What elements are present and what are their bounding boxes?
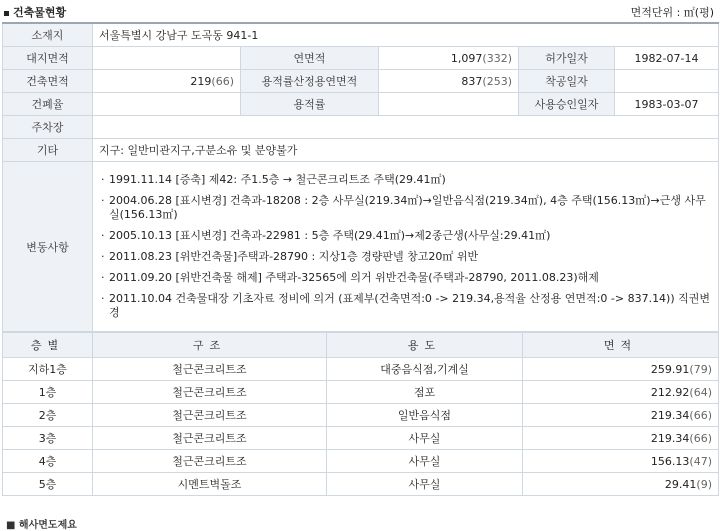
floor-area-sqm: 1,097 bbox=[450, 51, 483, 65]
history-item: · 2011.09.20 [위반건축물 해제] 주택과-32565에 의거 위반건축물(주택과-28790, 2011.08.23)해제 bbox=[99, 271, 712, 285]
area-pyeong: (64) bbox=[689, 385, 712, 399]
etc-row bbox=[3, 139, 719, 162]
use-cell: 점포 bbox=[327, 381, 523, 404]
next-section-title: ■ 해사면도제요 bbox=[6, 520, 77, 531]
building-area-value bbox=[93, 70, 241, 93]
structure-cell: 철근콘크리트조 bbox=[93, 358, 327, 381]
land-area-label: 대지면적 bbox=[3, 47, 93, 70]
calc-area-sqm: 837 bbox=[461, 74, 483, 88]
structure-cell: 철근콘크리트조 bbox=[93, 427, 327, 450]
header-use: 용도 bbox=[327, 333, 523, 358]
calc-area-label: 용적률산정용연면적 bbox=[241, 70, 379, 93]
use-cell: 대중음식점,기계실 bbox=[327, 358, 523, 381]
area-cell bbox=[523, 427, 719, 450]
approval-date-label: 사용승인일자 bbox=[519, 93, 615, 116]
floor-cell: 1층 bbox=[3, 381, 93, 404]
area-pyeong: (66) bbox=[689, 408, 712, 422]
etc-value: 지구: 일반미관지구,구분소유 및 분양불가 bbox=[93, 139, 719, 162]
address-label: 소재지 bbox=[3, 23, 93, 47]
floor-area-label: 연면적 bbox=[241, 47, 379, 70]
area-cell bbox=[523, 404, 719, 427]
history-item: · 2011.10.04 건축물대장 기초자료 정비에 의거 (표제부(건축면적:0 -> 219.34,용적율 산정용 연면적:0 -> 837.14)) 직권변경 bbox=[99, 292, 712, 320]
use-cell: 사무실 bbox=[327, 450, 523, 473]
area-sqm: 212.92 bbox=[650, 385, 690, 399]
etc-label: 기타 bbox=[3, 139, 93, 162]
floor-cell: 지하1층 bbox=[3, 358, 93, 381]
floor-area-value bbox=[379, 47, 519, 70]
area-sqm: 219.34 bbox=[650, 408, 690, 422]
area-cell bbox=[523, 381, 719, 404]
structure-cell: 철근콘크리트조 bbox=[93, 450, 327, 473]
floor-cell: 3층 bbox=[3, 427, 93, 450]
address-value: 서울특별시 강남구 도곡동 941-1 bbox=[93, 23, 719, 47]
coverage-label: 건폐율 bbox=[3, 93, 93, 116]
table-row bbox=[3, 450, 719, 473]
use-cell: 일반음식점 bbox=[327, 404, 523, 427]
area-cell bbox=[523, 450, 719, 473]
area-cell bbox=[523, 473, 719, 496]
header-area: 면적 bbox=[523, 333, 719, 358]
floor-table-header bbox=[3, 333, 719, 358]
header-floor: 층별 bbox=[3, 333, 93, 358]
history-item: · 2005.10.13 [표시변경] 건축과-22981 : 5층 주택(29.41㎡)→제2종근생(사무실:29.41㎡) bbox=[99, 229, 712, 243]
floor-cell: 5층 bbox=[3, 473, 93, 496]
area-sqm: 29.41 bbox=[664, 477, 697, 491]
table-row bbox=[3, 358, 719, 381]
parking-label: 주차장 bbox=[3, 116, 93, 139]
area-row-2 bbox=[3, 70, 719, 93]
table-row bbox=[3, 381, 719, 404]
area-sqm: 259.91 bbox=[650, 362, 690, 376]
area-pyeong: (66) bbox=[689, 431, 712, 445]
building-area-sqm: 219 bbox=[190, 74, 212, 88]
history-list bbox=[93, 162, 719, 332]
start-date-label: 착공일자 bbox=[519, 70, 615, 93]
parking-value bbox=[93, 116, 719, 139]
floor-cell: 4층 bbox=[3, 450, 93, 473]
start-date-value bbox=[615, 70, 719, 93]
section-title bbox=[4, 4, 66, 20]
area-sqm: 156.13 bbox=[650, 454, 690, 468]
table-row bbox=[3, 404, 719, 427]
history-item: · 2011.08.23 [위반건축물]주택과-28790 : 지상1층 경량판넬 창고20㎡ 위반 bbox=[99, 250, 712, 264]
structure-cell: 철근콘크리트조 bbox=[93, 404, 327, 427]
area-row-1 bbox=[3, 47, 719, 70]
area-cell bbox=[523, 358, 719, 381]
table-row bbox=[3, 427, 719, 450]
land-area-value bbox=[93, 47, 241, 70]
address-row bbox=[3, 23, 719, 47]
calc-area-value bbox=[379, 70, 519, 93]
coverage-value bbox=[93, 93, 241, 116]
permit-date-label: 허가일자 bbox=[519, 47, 615, 70]
area-pyeong: (47) bbox=[689, 454, 712, 468]
section-title-text: 건축물현황 bbox=[13, 6, 67, 19]
use-cell: 사무실 bbox=[327, 473, 523, 496]
area-pyeong: (9) bbox=[696, 477, 712, 491]
area-sqm: 219.34 bbox=[650, 431, 690, 445]
floor-area-pyeong: (332) bbox=[482, 51, 512, 65]
far-label: 용적률 bbox=[241, 93, 379, 116]
floor-cell: 2층 bbox=[3, 404, 93, 427]
table-row bbox=[3, 473, 719, 496]
floor-table bbox=[2, 332, 719, 496]
history-label: 변동사항 bbox=[3, 162, 93, 332]
permit-date-value: 1982-07-14 bbox=[615, 47, 719, 70]
header-structure: 구조 bbox=[93, 333, 327, 358]
history-item: · 2004.06.28 [표시변경] 건축과-18208 : 2층 사무실(219.34㎡)→일반음식점(219.34㎡), 4층 주택(156.13㎡)→근생 사무실(156.13㎡) bbox=[99, 194, 712, 222]
use-cell: 사무실 bbox=[327, 427, 523, 450]
ratio-row bbox=[3, 93, 719, 116]
section-header bbox=[0, 0, 720, 22]
calc-area-pyeong: (253) bbox=[482, 74, 512, 88]
building-area-label: 건축면적 bbox=[3, 70, 93, 93]
history-row bbox=[3, 162, 719, 332]
bullet-icon bbox=[4, 11, 9, 16]
parking-row bbox=[3, 116, 719, 139]
area-unit-label: 면적단위 : ㎡(평) bbox=[630, 6, 714, 19]
structure-cell: 시멘트벽돌조 bbox=[93, 473, 327, 496]
building-info-table bbox=[2, 22, 719, 332]
building-area-pyeong: (66) bbox=[211, 74, 234, 88]
far-value bbox=[379, 93, 519, 116]
history-item: · 1991.11.14 [증축] 제42: 주1.5층 → 철근콘크리트조 주택(29.41㎡) bbox=[99, 173, 712, 187]
area-pyeong: (79) bbox=[689, 362, 712, 376]
structure-cell: 철근콘크리트조 bbox=[93, 381, 327, 404]
approval-date-value: 1983-03-07 bbox=[615, 93, 719, 116]
